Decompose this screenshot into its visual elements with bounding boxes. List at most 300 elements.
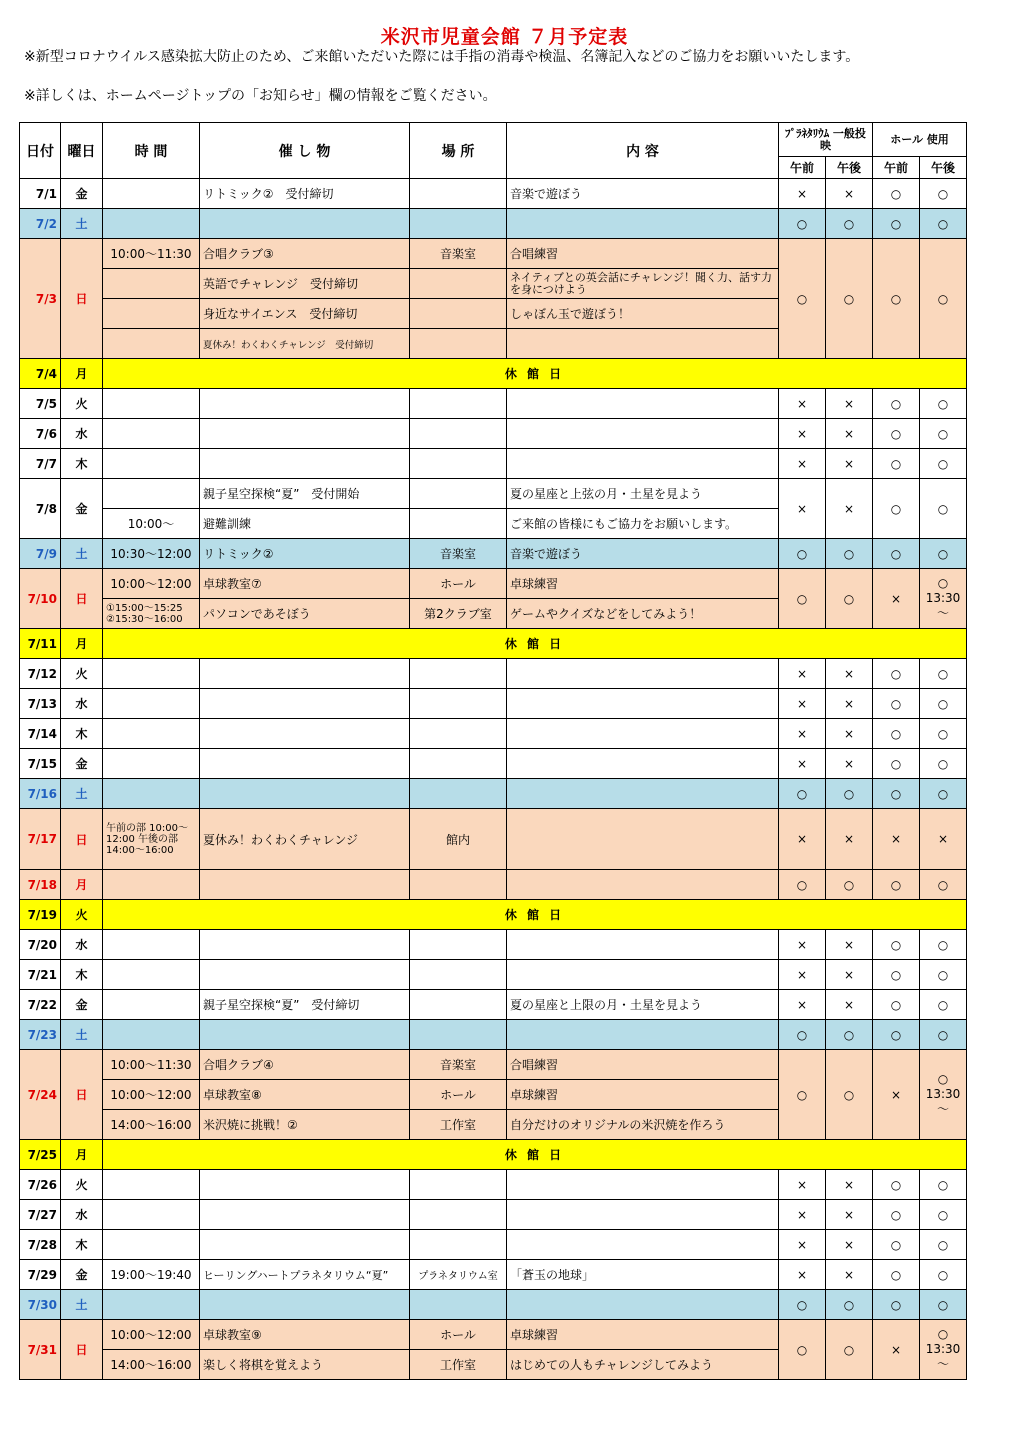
row-time xyxy=(103,719,200,749)
table-row xyxy=(20,179,967,209)
row-weekday: 木 xyxy=(61,1230,103,1260)
row-event: 親子星空探検“夏” 受付開始 xyxy=(200,479,410,509)
hall-am-mark: ○ xyxy=(873,870,920,900)
closed-label: 休 館 日 xyxy=(103,1140,967,1170)
row-place xyxy=(410,269,507,299)
row-content xyxy=(507,329,779,359)
row-event xyxy=(200,659,410,689)
row-content xyxy=(507,870,779,900)
row-event xyxy=(200,419,410,449)
row-weekday: 金 xyxy=(61,179,103,209)
row-event xyxy=(200,749,410,779)
row-event: 合唱クラブ④ xyxy=(200,1050,410,1080)
row-content xyxy=(507,749,779,779)
hall-am-mark: ○ xyxy=(873,930,920,960)
row-place xyxy=(410,1200,507,1230)
row-content xyxy=(507,1200,779,1230)
planetarium-am-mark: ○ xyxy=(779,1050,826,1140)
row-content: 卓球練習 xyxy=(507,1320,779,1350)
row-time xyxy=(103,419,200,449)
row-event: リトミック② xyxy=(200,539,410,569)
row-time xyxy=(103,449,200,479)
hall-pm-mark: ○ xyxy=(920,1170,967,1200)
row-place: 音楽室 xyxy=(410,239,507,269)
row-weekday: 金 xyxy=(61,1260,103,1290)
planetarium-am-mark: × xyxy=(779,179,826,209)
planetarium-am-mark: × xyxy=(779,960,826,990)
planetarium-am-mark: × xyxy=(779,1170,826,1200)
row-weekday: 日 xyxy=(61,569,103,629)
hall-am-mark: ○ xyxy=(873,449,920,479)
row-weekday: 土 xyxy=(61,209,103,239)
row-content: ゲームやクイズなどをしてみよう！ xyxy=(507,599,779,629)
row-content xyxy=(507,209,779,239)
row-content: 合唱練習 xyxy=(507,1050,779,1080)
table-row xyxy=(20,209,967,239)
table-row xyxy=(20,629,967,659)
hall-pm-mark: ○ xyxy=(920,419,967,449)
planetarium-pm-mark: ○ xyxy=(826,569,873,629)
planetarium-pm-mark: ○ xyxy=(826,539,873,569)
planetarium-pm-mark: × xyxy=(826,689,873,719)
planetarium-am-mark: × xyxy=(779,449,826,479)
header-planetarium-pm: 午後 xyxy=(826,157,873,179)
planetarium-am-mark: × xyxy=(779,930,826,960)
header-planetarium: ﾌﾟﾗﾈﾀﾘｳﾑ 一般投映 xyxy=(779,123,873,157)
row-date: 7/30 xyxy=(20,1290,61,1320)
planetarium-pm-mark: × xyxy=(826,809,873,870)
row-content xyxy=(507,719,779,749)
row-weekday: 日 xyxy=(61,239,103,359)
table-row xyxy=(20,389,967,419)
row-place: 第2クラブ室 xyxy=(410,599,507,629)
planetarium-pm-mark: × xyxy=(826,419,873,449)
row-event xyxy=(200,209,410,239)
planetarium-pm-mark: × xyxy=(826,960,873,990)
row-time xyxy=(103,990,200,1020)
closed-label: 休 館 日 xyxy=(103,359,967,389)
hall-pm-mark: ○ xyxy=(920,1260,967,1290)
row-event: 身近なサイエンス 受付締切 xyxy=(200,299,410,329)
table-row xyxy=(20,900,967,930)
planetarium-am-mark: ○ xyxy=(779,870,826,900)
table-row xyxy=(20,419,967,449)
row-time: 10:00～11:30 xyxy=(103,239,200,269)
row-content xyxy=(507,389,779,419)
header-hall-am: 午前 xyxy=(873,157,920,179)
row-time xyxy=(103,1170,200,1200)
hall-am-mark: ○ xyxy=(873,1260,920,1290)
row-weekday: 木 xyxy=(61,960,103,990)
header-place: 場 所 xyxy=(410,123,507,179)
row-weekday: 金 xyxy=(61,749,103,779)
table-row xyxy=(20,1320,967,1350)
hall-pm-mark: ○ xyxy=(920,1200,967,1230)
planetarium-pm-mark: ○ xyxy=(826,1320,873,1380)
table-row xyxy=(20,990,967,1020)
hall-pm-mark: ○ 13:30 ～ xyxy=(920,1320,967,1380)
planetarium-am-mark: × xyxy=(779,990,826,1020)
row-time: ①15:00～15:25 ②15:30～16:00 xyxy=(103,599,200,629)
row-content: 夏の星座と上弦の月・土星を見よう xyxy=(507,479,779,509)
planetarium-pm-mark: × xyxy=(826,719,873,749)
row-weekday: 火 xyxy=(61,900,103,930)
row-content xyxy=(507,419,779,449)
hall-pm-mark: ○ xyxy=(920,539,967,569)
row-event xyxy=(200,779,410,809)
table-row xyxy=(20,809,967,870)
row-content xyxy=(507,930,779,960)
row-place xyxy=(410,779,507,809)
row-place xyxy=(410,389,507,419)
hall-pm-mark: ○ xyxy=(920,1290,967,1320)
hall-am-mark: ○ xyxy=(873,960,920,990)
row-date: 7/19 xyxy=(20,900,61,930)
row-weekday: 火 xyxy=(61,389,103,419)
planetarium-pm-mark: × xyxy=(826,1230,873,1260)
table-row xyxy=(20,359,967,389)
row-content xyxy=(507,1170,779,1200)
row-place xyxy=(410,689,507,719)
hall-am-mark: ○ xyxy=(873,1290,920,1320)
row-place: ホール xyxy=(410,569,507,599)
closed-label: 休 館 日 xyxy=(103,900,967,930)
row-time xyxy=(103,329,200,359)
row-place xyxy=(410,930,507,960)
closed-label: 休 館 日 xyxy=(103,629,967,659)
header-hall: ホール 使用 xyxy=(873,123,967,157)
row-content xyxy=(507,1230,779,1260)
row-event: 避難訓練 xyxy=(200,509,410,539)
hall-am-mark: ○ xyxy=(873,1230,920,1260)
planetarium-pm-mark: × xyxy=(826,1260,873,1290)
header-time: 時 間 xyxy=(103,123,200,179)
planetarium-am-mark: × xyxy=(779,719,826,749)
row-event xyxy=(200,1290,410,1320)
table-header xyxy=(20,123,967,157)
hall-am-mark: ○ xyxy=(873,1020,920,1050)
row-event: 卓球教室⑨ xyxy=(200,1320,410,1350)
row-event xyxy=(200,449,410,479)
hall-am-mark: ○ xyxy=(873,479,920,539)
planetarium-am-mark: × xyxy=(779,689,826,719)
planetarium-am-mark: × xyxy=(779,389,826,419)
row-content xyxy=(507,659,779,689)
planetarium-am-mark: × xyxy=(779,1200,826,1230)
planetarium-am-mark: × xyxy=(779,1260,826,1290)
hall-pm-mark: ○ 13:30 ～ xyxy=(920,1050,967,1140)
row-event: 親子星空探検“夏” 受付締切 xyxy=(200,990,410,1020)
row-content: しゃぼん玉で遊ぼう！ xyxy=(507,299,779,329)
row-place xyxy=(410,659,507,689)
row-place xyxy=(410,719,507,749)
row-content xyxy=(507,449,779,479)
planetarium-pm-mark: × xyxy=(826,659,873,689)
row-time xyxy=(103,1290,200,1320)
planetarium-pm-mark: ○ xyxy=(826,870,873,900)
hall-am-mark: ○ xyxy=(873,1200,920,1230)
row-time xyxy=(103,299,200,329)
row-weekday: 水 xyxy=(61,419,103,449)
row-weekday: 火 xyxy=(61,659,103,689)
row-event: 夏休み！わくわくチャレンジ xyxy=(200,809,410,870)
row-time xyxy=(103,689,200,719)
row-date: 7/15 xyxy=(20,749,61,779)
planetarium-pm-mark: × xyxy=(826,1200,873,1230)
hall-am-mark: × xyxy=(873,1050,920,1140)
header-hall-pm: 午後 xyxy=(920,157,967,179)
row-event xyxy=(200,719,410,749)
header-event: 催 し 物 xyxy=(200,123,410,179)
row-event xyxy=(200,1230,410,1260)
row-place xyxy=(410,209,507,239)
row-event: 楽しく将棋を覚えよう xyxy=(200,1350,410,1380)
hall-pm-mark: ○ xyxy=(920,719,967,749)
row-weekday: 土 xyxy=(61,1290,103,1320)
row-content: 「蒼玉の地球」 xyxy=(507,1260,779,1290)
table-row xyxy=(20,719,967,749)
hall-pm-mark: ○ 13:30 ～ xyxy=(920,569,967,629)
row-time xyxy=(103,960,200,990)
row-date: 7/11 xyxy=(20,629,61,659)
planetarium-am-mark: × xyxy=(779,659,826,689)
row-time: 10:30～12:00 xyxy=(103,539,200,569)
row-weekday: 金 xyxy=(61,990,103,1020)
hall-am-mark: ○ xyxy=(873,749,920,779)
table-row xyxy=(20,930,967,960)
row-time xyxy=(103,1020,200,1050)
planetarium-pm-mark: × xyxy=(826,479,873,539)
planetarium-pm-mark: × xyxy=(826,930,873,960)
row-date: 7/13 xyxy=(20,689,61,719)
row-date: 7/24 xyxy=(20,1050,61,1140)
row-place: 館内 xyxy=(410,809,507,870)
hall-pm-mark: ○ xyxy=(920,1230,967,1260)
row-date: 7/12 xyxy=(20,659,61,689)
planetarium-am-mark: ○ xyxy=(779,209,826,239)
planetarium-pm-mark: × xyxy=(826,1170,873,1200)
row-event: 卓球教室⑧ xyxy=(200,1080,410,1110)
row-date: 7/5 xyxy=(20,389,61,419)
row-weekday: 火 xyxy=(61,1170,103,1200)
table-row xyxy=(20,779,967,809)
row-time xyxy=(103,1230,200,1260)
hall-am-mark: ○ xyxy=(873,990,920,1020)
row-event: 夏休み！わくわくチャレンジ 受付締切 xyxy=(200,329,410,359)
row-place xyxy=(410,1170,507,1200)
hall-am-mark: ○ xyxy=(873,719,920,749)
planetarium-pm-mark: × xyxy=(826,389,873,419)
hall-am-mark: ○ xyxy=(873,389,920,419)
row-place: 音楽室 xyxy=(410,539,507,569)
table-row xyxy=(20,479,967,509)
row-content xyxy=(507,1020,779,1050)
row-date: 7/22 xyxy=(20,990,61,1020)
row-event: 卓球教室⑦ xyxy=(200,569,410,599)
notice-text: ※詳しくは、ホームページトップの「お知らせ」欄の情報をご覧ください。 xyxy=(24,88,497,104)
row-time: 10:00～12:00 xyxy=(103,569,200,599)
hall-am-mark: × xyxy=(873,1320,920,1380)
row-content xyxy=(507,779,779,809)
row-date: 7/8 xyxy=(20,479,61,539)
table-row xyxy=(20,1200,967,1230)
table-row xyxy=(20,1260,967,1290)
row-place: 工作室 xyxy=(410,1350,507,1380)
row-date: 7/25 xyxy=(20,1140,61,1170)
row-date: 7/10 xyxy=(20,569,61,629)
row-place xyxy=(410,329,507,359)
row-content: 自分だけのオリジナルの米沢焼を作ろう xyxy=(507,1110,779,1140)
row-date: 7/20 xyxy=(20,930,61,960)
header-weekday: 曜日 xyxy=(61,123,103,179)
row-event: 米沢焼に挑戦！② xyxy=(200,1110,410,1140)
planetarium-am-mark: ○ xyxy=(779,539,826,569)
row-date: 7/21 xyxy=(20,960,61,990)
row-time xyxy=(103,749,200,779)
row-content: 音楽で遊ぼう xyxy=(507,179,779,209)
row-weekday: 木 xyxy=(61,449,103,479)
planetarium-am-mark: ○ xyxy=(779,1320,826,1380)
hall-pm-mark: ○ xyxy=(920,659,967,689)
row-event: ヒーリングハートプラネタリウム“夏” xyxy=(200,1260,410,1290)
row-place xyxy=(410,479,507,509)
table-row xyxy=(20,569,967,599)
hall-pm-mark: ○ xyxy=(920,209,967,239)
hall-am-mark: ○ xyxy=(873,689,920,719)
hall-pm-mark: ○ xyxy=(920,960,967,990)
row-place: ホール xyxy=(410,1080,507,1110)
row-place xyxy=(410,960,507,990)
row-date: 7/18 xyxy=(20,870,61,900)
row-weekday: 土 xyxy=(61,539,103,569)
row-content: ネイティブとの英会話にチャレンジ！聞く力、話す力を身につけよう xyxy=(507,269,779,299)
table-row xyxy=(20,1290,967,1320)
planetarium-pm-mark: ○ xyxy=(826,239,873,359)
row-place xyxy=(410,990,507,1020)
page-title: 米沢市児童会館 ７月予定表 xyxy=(380,26,629,48)
hall-pm-mark: ○ xyxy=(920,930,967,960)
table-row xyxy=(20,239,967,269)
row-place xyxy=(410,299,507,329)
hall-am-mark: × xyxy=(873,569,920,629)
row-place xyxy=(410,509,507,539)
row-time: 10:00～ xyxy=(103,509,200,539)
row-weekday: 木 xyxy=(61,719,103,749)
row-date: 7/16 xyxy=(20,779,61,809)
planetarium-pm-mark: ○ xyxy=(826,779,873,809)
row-time xyxy=(103,479,200,509)
planetarium-am-mark: × xyxy=(779,1230,826,1260)
row-event xyxy=(200,870,410,900)
row-place: 音楽室 xyxy=(410,1050,507,1080)
row-weekday: 水 xyxy=(61,689,103,719)
planetarium-am-mark: ○ xyxy=(779,779,826,809)
hall-pm-mark: ○ xyxy=(920,689,967,719)
row-weekday: 水 xyxy=(61,930,103,960)
row-content: はじめての人もチャレンジしてみよう xyxy=(507,1350,779,1380)
row-event: 合唱クラブ③ xyxy=(200,239,410,269)
row-date: 7/3 xyxy=(20,239,61,359)
row-content xyxy=(507,809,779,870)
row-time xyxy=(103,930,200,960)
header-content: 内 容 xyxy=(507,123,779,179)
row-date: 7/17 xyxy=(20,809,61,870)
planetarium-pm-mark: ○ xyxy=(826,1290,873,1320)
row-content: 夏の星座と上限の月・土星を見よう xyxy=(507,990,779,1020)
row-time: 10:00～11:30 xyxy=(103,1050,200,1080)
hall-am-mark: ○ xyxy=(873,539,920,569)
table-row xyxy=(20,689,967,719)
planetarium-pm-mark: ○ xyxy=(826,1050,873,1140)
row-date: 7/7 xyxy=(20,449,61,479)
hall-am-mark: ○ xyxy=(873,209,920,239)
planetarium-pm-mark: ○ xyxy=(826,209,873,239)
table-row xyxy=(20,749,967,779)
planetarium-pm-mark: × xyxy=(826,749,873,779)
table-row xyxy=(20,1020,967,1050)
row-date: 7/9 xyxy=(20,539,61,569)
row-date: 7/1 xyxy=(20,179,61,209)
schedule-table xyxy=(19,122,967,1380)
row-time xyxy=(103,209,200,239)
row-place xyxy=(410,419,507,449)
row-content: ご来館の皆様にもご協力をお願いします。 xyxy=(507,509,779,539)
hall-pm-mark: ○ xyxy=(920,1020,967,1050)
row-date: 7/2 xyxy=(20,209,61,239)
hall-am-mark: ○ xyxy=(873,179,920,209)
row-weekday: 金 xyxy=(61,479,103,539)
row-time xyxy=(103,1200,200,1230)
planetarium-am-mark: ○ xyxy=(779,1020,826,1050)
row-event xyxy=(200,1200,410,1230)
row-place xyxy=(410,870,507,900)
row-weekday: 日 xyxy=(61,1320,103,1380)
row-time: 10:00～12:00 xyxy=(103,1320,200,1350)
row-weekday: 土 xyxy=(61,1020,103,1050)
row-event xyxy=(200,930,410,960)
table-row xyxy=(20,449,967,479)
row-date: 7/31 xyxy=(20,1320,61,1380)
row-time xyxy=(103,269,200,299)
hall-pm-mark: ○ xyxy=(920,479,967,539)
row-place xyxy=(410,1230,507,1260)
notice-text: ※新型コロナウイルス感染拡大防止のため、ご来館いただいた際には手指の消毒や検温、名簿記入などのご協力をお願いいたします。 xyxy=(24,49,860,65)
planetarium-pm-mark: ○ xyxy=(826,1020,873,1050)
planetarium-am-mark: × xyxy=(779,809,826,870)
hall-am-mark: ○ xyxy=(873,1170,920,1200)
planetarium-pm-mark: × xyxy=(826,449,873,479)
row-place xyxy=(410,1020,507,1050)
row-time: 10:00～12:00 xyxy=(103,1080,200,1110)
hall-pm-mark: ○ xyxy=(920,239,967,359)
row-date: 7/26 xyxy=(20,1170,61,1200)
table-row xyxy=(20,1050,967,1080)
row-place xyxy=(410,449,507,479)
row-time xyxy=(103,389,200,419)
row-event: リトミック② 受付締切 xyxy=(200,179,410,209)
row-date: 7/23 xyxy=(20,1020,61,1050)
row-date: 7/27 xyxy=(20,1200,61,1230)
row-time xyxy=(103,179,200,209)
row-time xyxy=(103,659,200,689)
hall-pm-mark: × xyxy=(920,809,967,870)
header-date: 日付 xyxy=(20,123,61,179)
hall-pm-mark: ○ xyxy=(920,779,967,809)
hall-pm-mark: ○ xyxy=(920,870,967,900)
row-content: 音楽で遊ぼう xyxy=(507,539,779,569)
table-row xyxy=(20,1230,967,1260)
row-content: 卓球練習 xyxy=(507,569,779,599)
